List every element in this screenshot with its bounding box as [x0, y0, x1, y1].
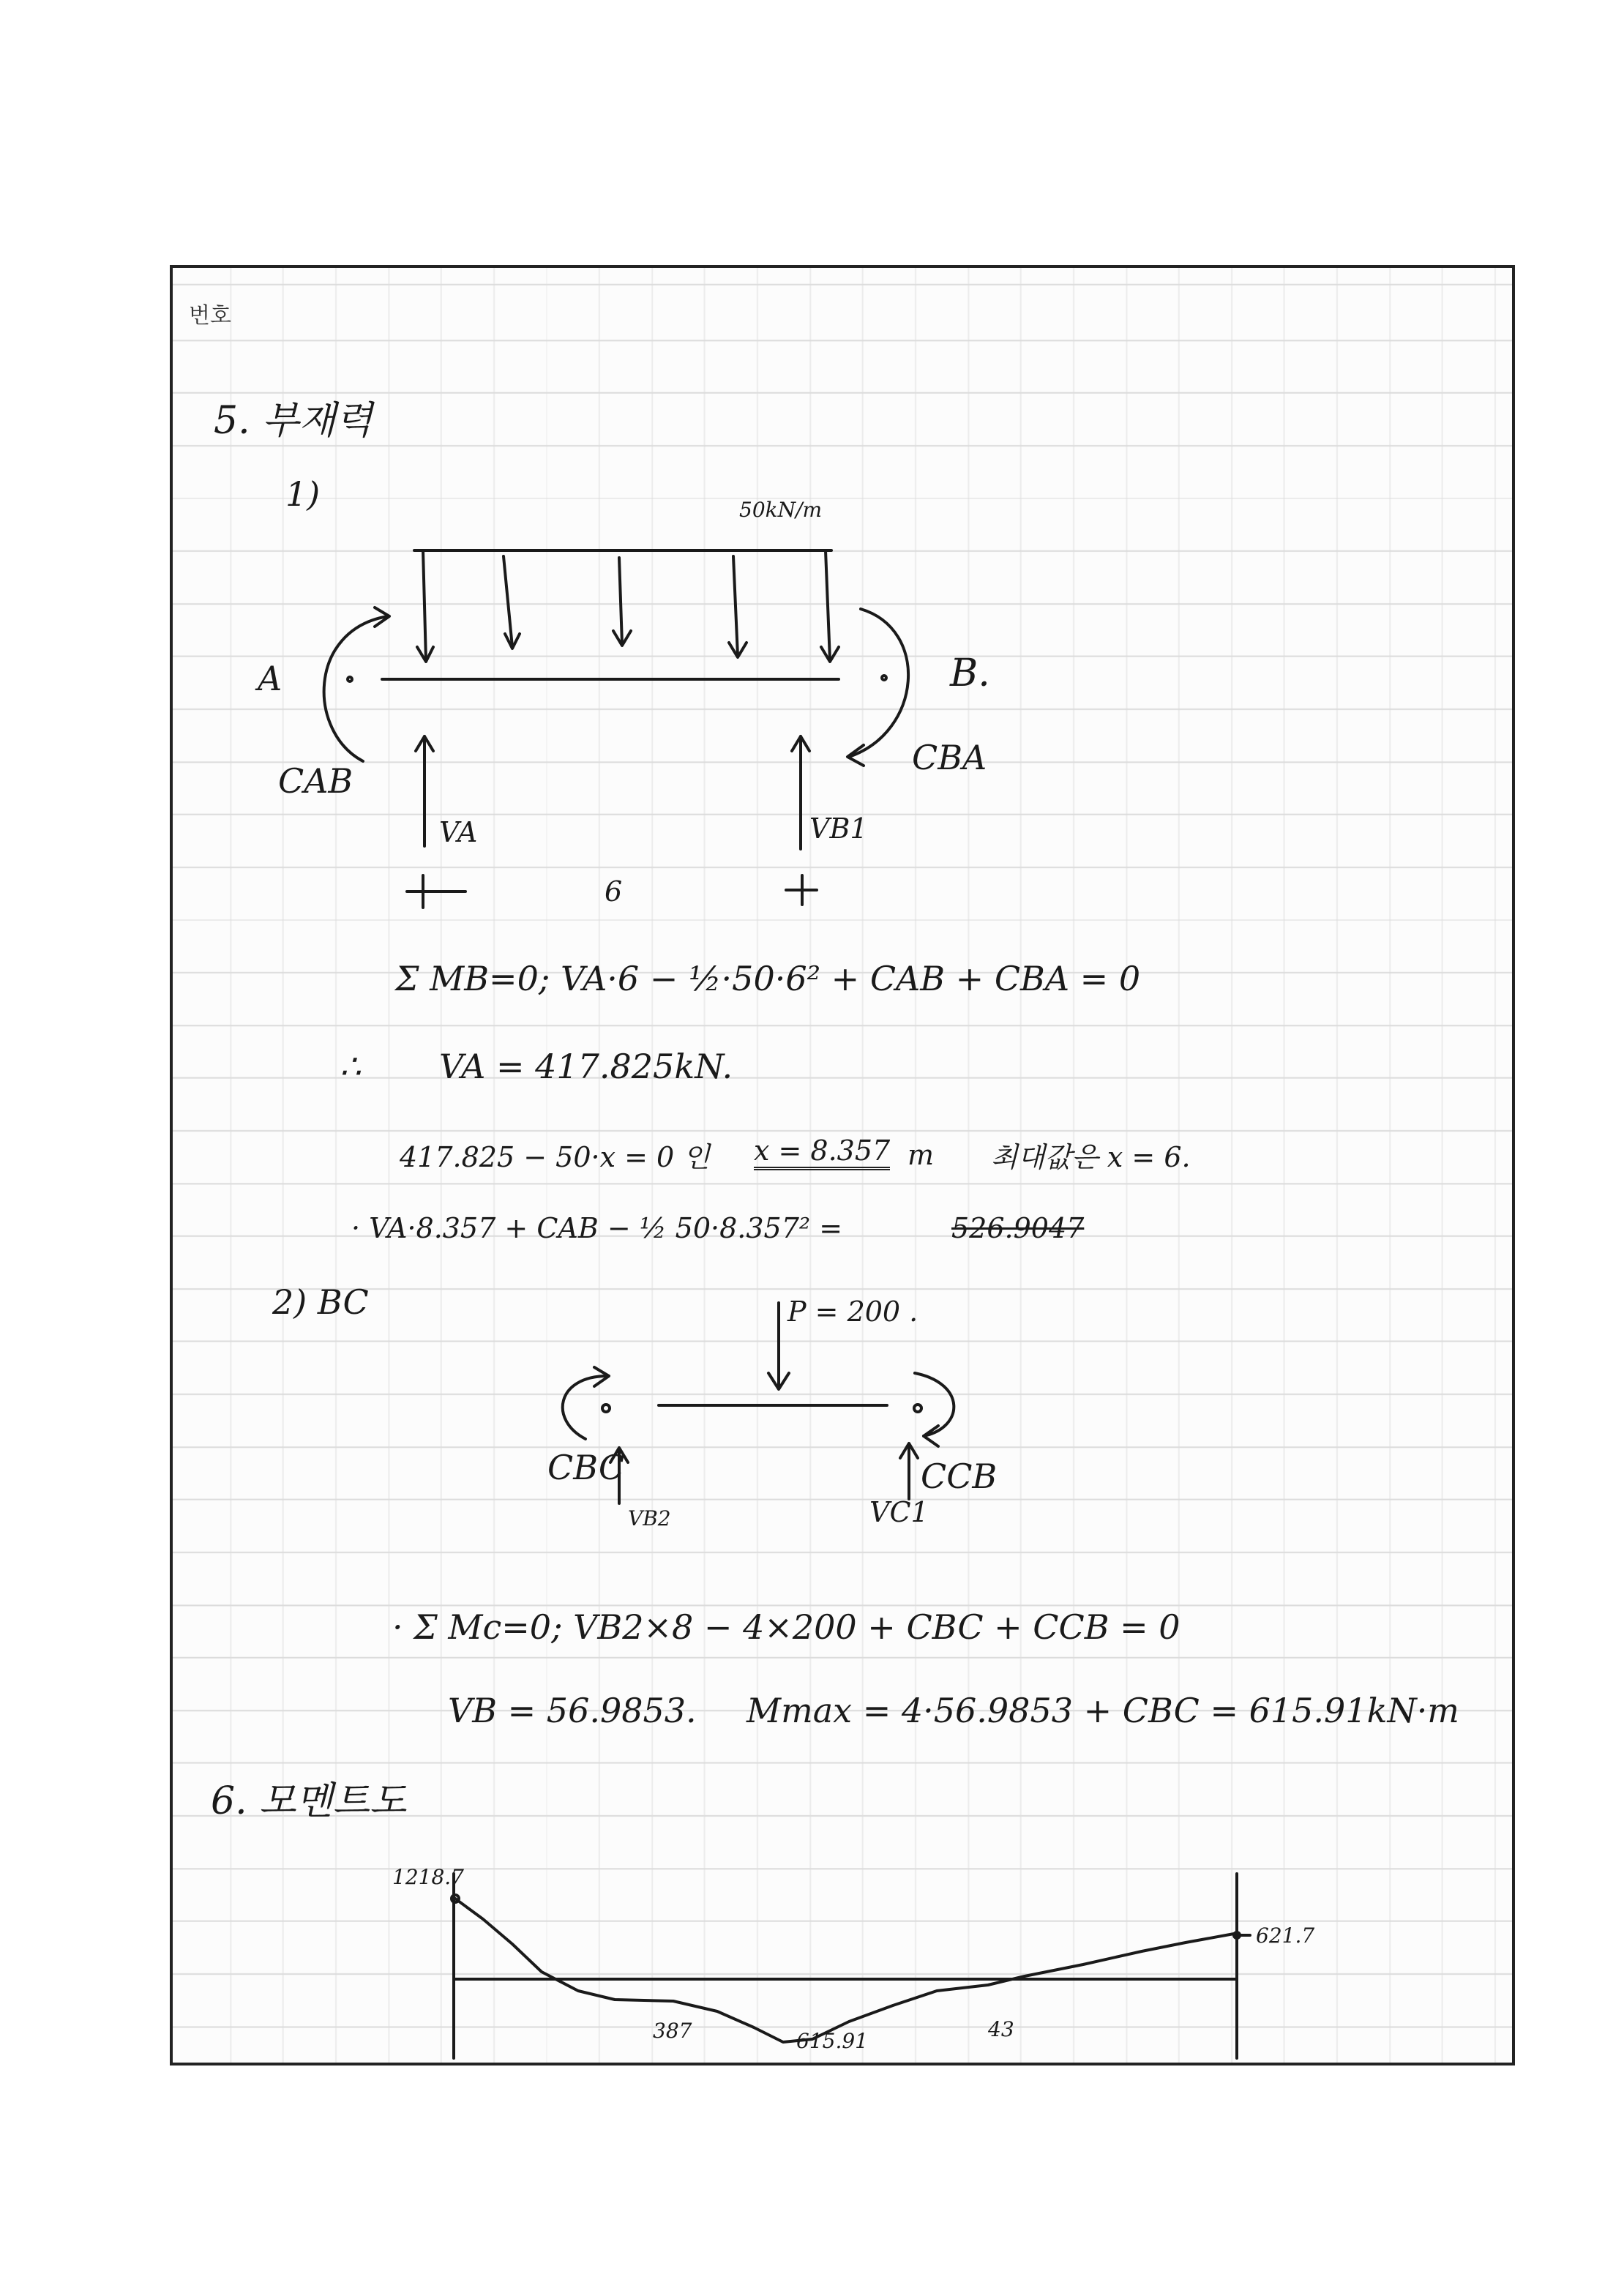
load-arrow-1	[423, 550, 426, 660]
moment-cbc-label: CBC	[547, 1448, 625, 1487]
distributed-load-label: 50kN/m	[739, 498, 823, 522]
section6-heading: 6. 모멘트도	[211, 1779, 407, 1823]
part2-label: 2) BC	[272, 1282, 369, 1322]
moment-value-left: 1218.7	[392, 1865, 464, 1889]
moment-ba-arrow	[849, 609, 908, 757]
maximum-value-note: 최대값은 x = 6.	[991, 1141, 1191, 1173]
node-a-dot	[348, 677, 352, 681]
point-load-label: P = 200 .	[787, 1296, 918, 1328]
moment-curve	[455, 1899, 1234, 2042]
therefore-symbol: ∴	[340, 1047, 362, 1086]
beam-ab-diagram	[324, 550, 908, 908]
reaction-vc1-label: VC1	[869, 1496, 929, 1528]
reaction-vb1-label: VB1	[809, 812, 868, 845]
part1-label: 1)	[285, 474, 321, 514]
load-arrow-3	[619, 558, 622, 644]
beam-bc-diagram	[563, 1303, 954, 1503]
moment-cba-label: CBA	[912, 738, 987, 777]
struck-moment-value: 526.9047	[951, 1212, 1085, 1244]
result-vb: VB = 56.9853.	[448, 1691, 697, 1730]
moment-bc-arrow	[563, 1376, 607, 1439]
reaction-vb2-label: VB2	[628, 1506, 671, 1530]
load-arrow-5	[826, 550, 830, 660]
node-a-label: A	[258, 659, 282, 698]
moment-equation: · VA·8.357 + CAB − ½ 50·8.357² =	[351, 1212, 843, 1244]
shear-zero-unit: m	[908, 1139, 935, 1171]
node-b-circle	[602, 1405, 610, 1412]
moment-ab-arrow	[324, 616, 388, 761]
moment-value-387: 387	[653, 2019, 692, 2043]
shear-zero-x: x = 8.357	[754, 1134, 890, 1170]
node-b-dot	[882, 676, 886, 680]
reaction-va-label: VA	[439, 816, 478, 848]
result-mmax: Mmax = 4·56.9853 + CBC = 615.91kN·m	[746, 1691, 1459, 1730]
span-length-label: 6	[605, 875, 623, 908]
moment-cab-label: CAB	[278, 761, 353, 801]
moment-diagram	[452, 1874, 1250, 2058]
equilibrium-equation-1: Σ MB=0; VA·6 − ½·50·6² + CAB + CBA = 0	[395, 959, 1141, 998]
number-label: 번호	[189, 303, 231, 329]
moment-value-right: 621.7	[1256, 1924, 1315, 1948]
shear-zero-equation: 417.825 − 50·x = 0 인	[400, 1141, 710, 1173]
section5-heading: 5. 부재력	[214, 399, 373, 443]
moment-ccb-label: CCB	[921, 1457, 998, 1496]
moment-value-43: 43	[988, 2017, 1014, 2041]
load-arrow-4	[733, 556, 738, 656]
node-c-circle	[914, 1405, 921, 1412]
moment-value-615: 615.91	[796, 2029, 868, 2053]
result-va: VA = 417.825kN.	[439, 1047, 733, 1086]
equilibrium-equation-2: · Σ Mc=0; VB2×8 − 4×200 + CBC + CCB = 0	[392, 1607, 1180, 1647]
node-b-label: B.	[950, 651, 990, 695]
